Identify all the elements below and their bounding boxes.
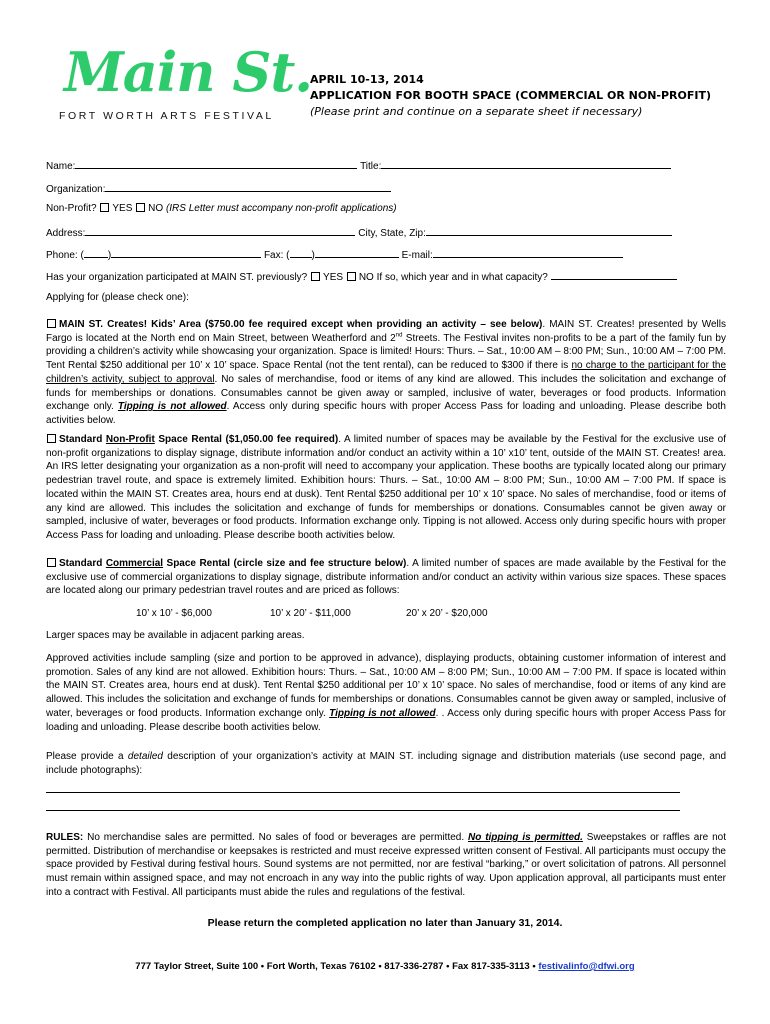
kids-text-1: . MAIN ST. Creates! presented by Wells Fargo is located at the North end on Main Street, between Weatherford and 2 (46, 319, 726, 344)
describe-prompt (46, 750, 726, 777)
footer (0, 961, 770, 972)
footer-address: 777 Taylor Street, Suite 100 • Fort Worth, Texas 76102 • 817-336-2787 • Fax 817-335-3113 • (135, 961, 539, 972)
commercial-title-2: Commercial (105, 558, 164, 569)
logo-subtitle: FORT WORTH ARTS FESTIVAL (59, 110, 274, 122)
address-row (46, 224, 672, 241)
organization-label: Organization: (46, 184, 106, 195)
describe-italic: detailed (127, 751, 163, 762)
phone-area-field[interactable] (84, 246, 108, 258)
city-field[interactable] (426, 224, 672, 236)
kids-area-section (46, 318, 726, 428)
header-note: (Please print and continue on a separate sheet if necessary) (310, 105, 643, 118)
kids-text-2: Streets. The Festival invites non-profits to be a part of the family fun by providing a children’s activity while showcasing your organization. Space is limited! Hours: Thurs. – Sat., 10:00 AM – 8:00 PM; Sun., 10:00 AM – 7:00 PM. Tent Rental $250 additional per 10’ x 10’ space. Space Rental (not the tent rental), can be reduced to $300 if there is (46, 332, 726, 372)
logo-script: Main St. (64, 40, 313, 104)
kids-underlined: no charge to the participant for the children’s activity, subject to approval (46, 360, 727, 385)
description-line-2[interactable] (46, 810, 680, 811)
participated-yes-checkbox[interactable] (311, 272, 320, 281)
approved-activities-text (46, 652, 726, 734)
phone-paren: ) (107, 250, 112, 261)
describe-text-1: Please provide a (46, 751, 128, 762)
nonprofit-note: (IRS Letter must accompany non-profit applications) (165, 203, 397, 214)
participated-question: If so, which year and in what capacity? (376, 272, 548, 283)
nonprofit-label: Non-Profit? (46, 203, 97, 214)
organization-row (46, 180, 391, 197)
address-label: Address: (46, 228, 86, 239)
kids-area-title: MAIN ST. Creates! Kids’ Area ($750.00 fee required except when providing an activity – see below) (59, 319, 543, 330)
nonprofit-rental-title-2: Non-Profit (105, 434, 155, 445)
phone-field[interactable] (111, 246, 261, 258)
nonprofit-rental-section (46, 433, 726, 543)
rules-label: RULES: (46, 832, 84, 843)
title-label: Title: (360, 161, 382, 172)
size-option-small[interactable]: 10’ x 10’ - $6,000 (136, 608, 212, 619)
nonprofit-rental-title-3: Space Rental ($1,050.00 fee required) (154, 434, 339, 445)
phone-label: Phone: ( (46, 250, 84, 261)
commercial-rental-section (46, 557, 726, 598)
organization-field[interactable] (105, 180, 391, 192)
page-title: APPLICATION FOR BOOTH SPACE (COMMERCIAL OR NON-PROFIT) (310, 89, 711, 102)
event-date: APRIL 10-13, 2014 (310, 73, 424, 86)
phone-row (46, 246, 623, 263)
name-label: Name: (46, 161, 76, 172)
name-row (46, 157, 671, 174)
nonprofit-rental-text: . A limited number of spaces may be available by the Festival for the exclusive use of non-profit organizations to display signage, distribute information and/or conduct an activity within a 10’ x10’ tent, outside of the MAIN ST. Creates! area. An IRS letter designating your organization as a non-profit will need to accompany your application. These booths are typically located along our primary pedestrian travel route, and space is extremely limited. Exhibition hours: Thurs. – Sat., 10:00 AM – 8:00 PM; Sun., 10:00 AM – 7:00 PM. If space is located within the MAIN ST. Creates area, hours end at dusk). Tent Rental $250 additional per 10’ x 10’ space. No sales of merchandise, food or items of any kind are allowed. This includes the solicitation and exchange of funds for memberships or donations. Consumables cannot be given away or sampled, inclusive of water, beverages or food products. Information exchange only. Tipping is not allowed. Access only during specific hours with proper Access Pass for loading and unloading. Please describe booth activities below. (46, 434, 726, 541)
kids-area-checkbox[interactable] (47, 319, 56, 328)
title-field[interactable] (381, 157, 671, 169)
festival-logo (56, 40, 313, 130)
address-field[interactable] (85, 224, 355, 236)
header (310, 72, 750, 120)
commercial-title-3: Space Rental (circle size and fee structure below) (163, 558, 407, 569)
participated-label: Has your organization participated at MAIN ST. previously? (46, 272, 308, 283)
larger-spaces-note: Larger spaces may be available in adjacent parking areas. (46, 630, 305, 641)
fax-label: Fax: ( (263, 250, 290, 261)
description-line-1[interactable] (46, 792, 680, 793)
nonprofit-yes-label: YES (112, 203, 133, 214)
nonprofit-rental-checkbox[interactable] (47, 434, 56, 443)
size-option-large[interactable]: 20’ x 20’ - $20,000 (406, 608, 488, 619)
fax-field[interactable] (315, 246, 399, 258)
kids-text-4: . Access only during specific hours with proper Access Pass for loading and unloading. Please describe both activities below. (46, 401, 726, 426)
kids-tipping: Tipping is not allowed (117, 401, 227, 413)
size-option-medium[interactable]: 10’ x 20’ - $11,000 (270, 608, 351, 619)
participated-no-checkbox[interactable] (347, 272, 356, 281)
footer-email-link[interactable]: festivalinfo@dfwi.org (538, 961, 635, 972)
fax-paren: ) (311, 250, 315, 261)
approved-text-1: Approved activities include sampling (size and portion to be approved in advance), displaying products, obtaining customer information of interest and promotion. Sales of any kind are not allowed. Exhibition hours: Thurs. – Sat., 10:00 AM – 8:00 PM; Sun., 10:00 AM – 7:00 PM. If space is located within the MAIN ST. Creates area, hours end at dusk). Tent Rental $250 additional per 10’ x 10’ space. No sales of merchandise, food or items of any kind are allowed. This includes the solicitation and exchange of funds for memberships or donations. Consumables cannot be given away or sampled, inclusive of water, beverages or food products. Information exchange only. (46, 653, 726, 719)
rules-text-1: No merchandise sales are permitted. No sales of food or beverages are permitted. (83, 832, 468, 843)
participated-yes-label: YES (323, 272, 344, 283)
commercial-text: . A limited number of spaces are made available by the Festival for the exclusive use of commercial organizations to display signage, distribute information and/or conduct an activity within various size spaces. These spaces are located along our primary pedestrian travel routes and are priced as follows: (46, 558, 726, 597)
nonprofit-no-label: NO (148, 203, 164, 214)
commercial-title-1: Standard (59, 558, 106, 569)
nonprofit-no-checkbox[interactable] (136, 203, 145, 212)
name-field[interactable] (75, 157, 357, 169)
describe-text-2: description of your organization’s activity at MAIN ST. including signage and distribution materials (use second page, and include photographs): (46, 751, 727, 776)
nonprofit-yes-checkbox[interactable] (100, 203, 109, 212)
email-field[interactable] (433, 246, 623, 258)
applying-label: Applying for (please check one): (46, 292, 189, 303)
participated-no-label: NO (358, 272, 374, 283)
approved-tipping: Tipping is not allowed (329, 707, 436, 719)
kids-text-3: . No sales of merchandise, food or items of any kind are allowed. This includes the solicitation and exchange of funds for memberships or donations. Consumables cannot be given away or sampled, inclusive of water, beverages or food products. Information exchange only. (46, 373, 726, 413)
approved-text-2: . . Access only during specific hours with proper Access Pass for loading and unloading. Please describe booth activities below. (46, 707, 726, 733)
rules-text-2: Sweepstakes or raffles are not permitted. Distribution of merchandise or keepsakes is restricted and must receive expressed written consent of Festival. All participants must occupy the space provided by Festival during festival hours. Sound systems are not permitted, nor are festival “barking,” or overt solicitation of patrons. All personnel must remain within assigned space, and may not encroach in any way into the public rights of way. Upon application approval, all participants must enter into a contract with Festival. All participants must abide the rules and regulations of the festival. (46, 832, 726, 898)
kids-sup: nd (395, 332, 403, 339)
participated-field[interactable] (551, 268, 677, 280)
email-label: E-mail: (401, 250, 433, 261)
nonprofit-rental-title-1: Standard (59, 434, 106, 445)
rules-section (46, 831, 726, 900)
return-deadline: Please return the completed application no later than January 31, 2014. (207, 917, 563, 929)
nonprofit-row (46, 202, 397, 216)
city-label: City, State, Zip: (358, 228, 426, 239)
participated-row (46, 268, 677, 285)
fax-area-field[interactable] (290, 246, 312, 258)
rules-tipping: No tipping is permitted. (468, 832, 583, 843)
commercial-rental-checkbox[interactable] (47, 558, 56, 567)
